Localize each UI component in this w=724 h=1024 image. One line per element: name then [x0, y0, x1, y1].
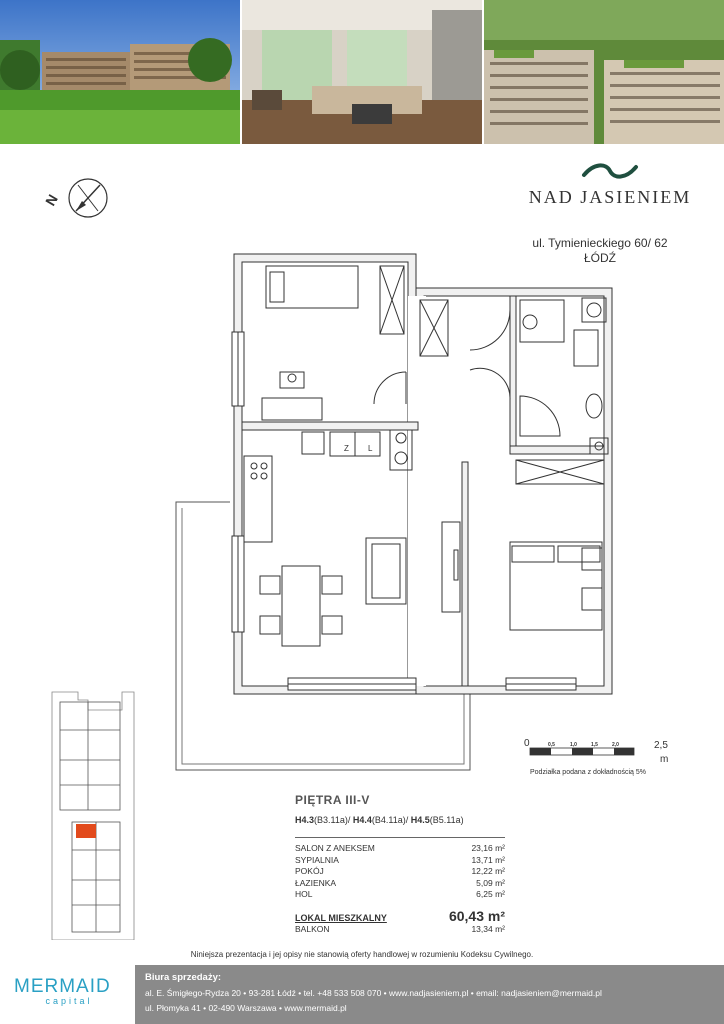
scale-unit: m [660, 754, 669, 765]
brand-name: NAD JASIENIEM [528, 187, 692, 207]
mermaid-logo [14, 976, 124, 1006]
address-street: ul. Tymienieckiego 60/ 62 [532, 236, 668, 250]
footer-title: Biura sprzedaży: [145, 972, 222, 983]
disclaimer-text: Niniejsza prezentacja i jej opisy nie stanowią oferty handlowej w rozumieniu Kodeksu Cywilnego. [190, 950, 534, 959]
room-row [295, 855, 505, 867]
room-row [295, 878, 505, 890]
key-plan-minimap [48, 690, 138, 940]
room-name: HOL [295, 889, 313, 899]
balcony-area: 13,34 m² [471, 923, 505, 934]
total-row [295, 908, 505, 924]
room-row [295, 889, 505, 901]
unit-code: H4.5 [410, 815, 430, 825]
scale-tick-2: 1,0 [570, 742, 577, 748]
logo-sub-text: capital [45, 996, 93, 1006]
floor-plan [170, 240, 630, 780]
sales-office-footer [135, 965, 724, 1024]
unit-code: H4.3 [295, 815, 315, 825]
estate-exterior-photo [0, 0, 240, 144]
room-name: POKÓJ [295, 866, 324, 876]
room-list [295, 843, 505, 901]
floor-title: PIĘTRA III-V [295, 793, 370, 807]
svg-text:N: N [42, 191, 61, 209]
fridge-l-label: L [368, 444, 373, 453]
scale-tick-0: 0 [524, 738, 530, 749]
room-area: 12,22 m² [471, 866, 505, 876]
unit-subcode: (B4.11a) [371, 815, 406, 825]
logo-main-text: MERMAID [14, 976, 111, 997]
brand-logo [520, 163, 700, 208]
room-row [295, 866, 505, 878]
wave-logo-icon [580, 163, 640, 181]
room-area: 5,09 m² [476, 877, 505, 888]
apartment-info [295, 793, 505, 934]
fridge-z-label: Z [344, 444, 349, 453]
north-arrow-icon [42, 173, 112, 223]
photo-strip [0, 0, 724, 144]
balcony-row [295, 924, 505, 934]
room-area: 23,16 m² [471, 843, 505, 853]
room-name: SYPIALNIA [295, 854, 339, 865]
footer-lodz-office: al. E. Śmigłego-Rydza 20 • 93-281 Łódź • tel. +48 533 508 070 • www.nadjasieniem.pl • email: nadjasieniem@mermaid.pl [145, 988, 602, 998]
info-divider [295, 837, 505, 838]
estate-aerial-photo [482, 0, 724, 144]
unit-subcode: (B3.11a) [314, 815, 348, 825]
balcony-label: BALKON [295, 923, 330, 934]
room-area: 13,71 m² [471, 854, 505, 865]
interior-living-room-photo [240, 0, 482, 144]
unit-code: H4.4 [352, 815, 372, 825]
total-label: LOKAL MIESZKALNY [295, 912, 387, 923]
room-area: 6,25 m² [476, 889, 505, 899]
footer-warsaw-office: ul. Płomyka 41 • 02-490 Warszawa • www.mermaid.pl [145, 1003, 347, 1013]
room-name: ŁAZIENKA [295, 877, 337, 888]
total-value: 60,43 m² [448, 907, 505, 924]
room-row [295, 843, 505, 855]
scale-tick-3: 1,5 [591, 742, 598, 748]
scale-tick-5: 2,5 [654, 740, 668, 751]
scale-tick-1: 0,5 [548, 742, 555, 748]
room-name: SALON Z ANEKSEM [295, 843, 375, 853]
scale-tick-4: 2,0 [612, 742, 619, 748]
unit-codes: H4.3(B3.11a)/ H4.4(B4.11a)/ H4.5(B5.11a) [295, 815, 464, 825]
address-city: ŁÓDŹ [583, 251, 616, 265]
scale-note: Podziałka podana z dokładnością 5% [530, 769, 646, 776]
unit-subcode: (B5.11a) [429, 815, 464, 825]
